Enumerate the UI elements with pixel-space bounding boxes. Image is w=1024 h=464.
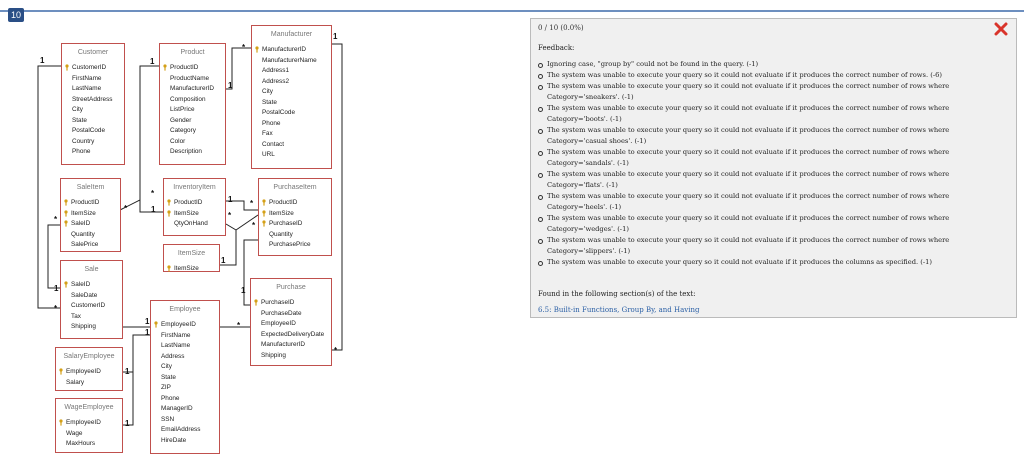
- table-field: [66, 429, 122, 440]
- primary-key-icon: [253, 299, 259, 306]
- cardinality-one: 1: [221, 256, 226, 265]
- field-name: ProductID: [174, 199, 203, 206]
- field-name: EmployeeID: [66, 419, 101, 426]
- cardinality-one: 1: [145, 317, 150, 326]
- field-name: Contact: [262, 140, 285, 148]
- field-name: EmployeeID: [66, 368, 101, 375]
- field-name: MaxHours: [66, 440, 96, 447]
- primary-key-icon: [63, 220, 69, 227]
- primary-key-icon: [254, 46, 260, 53]
- table-field: [269, 230, 331, 241]
- feedback-item: The system was unable to execute your query so it could not evaluate if it produces the correct number of rows. (-6): [538, 70, 1008, 81]
- field-name: Quantity: [269, 230, 293, 238]
- primary-key-icon: [153, 321, 159, 328]
- cardinality-one: 1: [150, 57, 155, 66]
- feedback-item: The system was unable to execute your query so it could not evaluate if it produces the correct number of rows where Category='slippers'. (-1): [538, 235, 1008, 257]
- cardinality-one: 1: [40, 56, 45, 65]
- feedback-item: The system was unable to execute your query so it could not evaluate if it produces the correct number of rows where Category='sandals'. (-1): [538, 147, 1008, 169]
- table-field: [269, 198, 331, 209]
- field-name: ManufacturerID: [262, 46, 307, 53]
- table-title: ItemSize: [177, 250, 206, 257]
- table-field: [174, 209, 225, 220]
- field-name: PurchaseID: [269, 220, 303, 227]
- table-field: [71, 301, 122, 312]
- table-title: WageEmployee: [64, 404, 114, 411]
- table-fields: [61, 196, 120, 251]
- table-field: [161, 331, 219, 342]
- table-field: [66, 418, 122, 429]
- table-field: [262, 119, 331, 130]
- table-inventoryitem: [163, 178, 226, 236]
- table-field: [262, 108, 331, 119]
- found-in-label: Found in the following section(s) of the text:: [538, 290, 696, 298]
- cardinality-one: 1: [151, 205, 156, 214]
- field-name: ListPrice: [170, 106, 195, 113]
- table-field: [71, 280, 122, 291]
- table-field: [72, 147, 124, 158]
- primary-key-icon: [261, 199, 267, 206]
- table-field: [262, 98, 331, 109]
- field-name: Fax: [262, 130, 273, 137]
- field-name: Gender: [170, 116, 192, 124]
- primary-key-icon: [58, 419, 64, 426]
- table-field: [66, 439, 122, 450]
- table-field: [262, 129, 331, 140]
- table-field: [170, 105, 225, 116]
- field-name: City: [161, 363, 173, 370]
- rel-line-customer-sale: [38, 66, 61, 308]
- field-name: Quantity: [71, 230, 95, 238]
- table-itemsize: [163, 244, 220, 272]
- cardinality-one: 1: [125, 419, 130, 428]
- table-fields: [56, 416, 122, 450]
- field-name: Shipping: [71, 323, 96, 330]
- table-field: [170, 74, 225, 85]
- table-field: [269, 219, 331, 230]
- field-name: ItemSize: [174, 265, 199, 272]
- primary-key-icon: [63, 281, 69, 288]
- field-name: ItemSize: [269, 209, 294, 217]
- table-fields: [56, 365, 122, 388]
- cardinality-one: 1: [228, 81, 233, 90]
- table-field: [161, 436, 219, 447]
- table-field: [71, 230, 120, 241]
- field-name: ZIP: [161, 384, 171, 391]
- table-title: SaleItem: [76, 184, 105, 191]
- field-name: CustomerID: [72, 64, 107, 71]
- field-name: State: [161, 373, 176, 381]
- table-title: Sale: [84, 266, 99, 273]
- table-field: [72, 116, 124, 127]
- table-field: [262, 140, 331, 151]
- field-name: ProductID: [170, 64, 199, 71]
- table-field: [161, 320, 219, 331]
- field-name: Salary: [66, 378, 85, 386]
- cardinality-many: *: [334, 346, 338, 355]
- table-field: [66, 378, 122, 389]
- cardinality-many: *: [242, 43, 246, 52]
- table-field: [71, 312, 122, 323]
- field-name: SaleID: [71, 281, 91, 288]
- table-fields: [259, 196, 331, 251]
- field-name: ManufacturerName: [262, 56, 317, 64]
- table-field: [71, 240, 120, 251]
- feedback-item: The system was unable to execute your query so it could not evaluate if it produces the correct number of rows where Category='flats'. (-1): [538, 169, 1008, 191]
- table-field: [72, 74, 124, 85]
- table-title: Customer: [77, 49, 109, 56]
- table-salaryemployee: [55, 347, 123, 391]
- primary-key-icon: [166, 199, 172, 206]
- field-name: EmailAddress: [161, 426, 201, 433]
- field-name: Tax: [71, 312, 81, 320]
- primary-key-icon: [261, 210, 267, 217]
- table-field: [170, 147, 225, 158]
- table-field: [262, 56, 331, 67]
- table-field: [261, 351, 331, 362]
- field-name: Address2: [262, 77, 289, 85]
- primary-key-icon: [64, 64, 70, 71]
- feedback-list: [538, 59, 1008, 268]
- table-field: [262, 45, 331, 56]
- table-field: [262, 77, 331, 88]
- table-field: [72, 63, 124, 74]
- table-saleitem: [60, 178, 121, 252]
- table-fields: [164, 262, 219, 275]
- cardinality-many: *: [124, 204, 128, 213]
- close-icon[interactable]: [994, 22, 1008, 36]
- feedback-item: The system was unable to execute your query so it could not evaluate if it produces the correct number of rows where Category='heels'. (-1): [538, 191, 1008, 213]
- table-field: [161, 404, 219, 415]
- table-field: [261, 319, 331, 330]
- table-field: [71, 322, 122, 333]
- table-field: [72, 105, 124, 116]
- cardinality-many: *: [151, 189, 155, 198]
- field-name: ProductID: [71, 199, 100, 206]
- table-field: [161, 373, 219, 384]
- cardinality-one: 1: [228, 195, 233, 204]
- table-wageemployee: [55, 398, 123, 453]
- table-field: [71, 209, 120, 220]
- table-field: [161, 415, 219, 426]
- table-field: [161, 341, 219, 352]
- table-fields: [62, 61, 124, 158]
- table-customer: [61, 43, 125, 165]
- primary-key-icon: [261, 220, 267, 227]
- table-field: [170, 95, 225, 106]
- cardinality-many: *: [252, 221, 256, 230]
- table-field: [72, 84, 124, 95]
- cardinality-many: *: [54, 304, 58, 313]
- field-name: Composition: [170, 95, 206, 103]
- question-number-badge: 10: [8, 8, 24, 22]
- field-name: PurchasePrice: [269, 241, 311, 248]
- table-field: [269, 240, 331, 251]
- field-name: SSN: [161, 415, 175, 423]
- table-field: [170, 116, 225, 127]
- table-field: [170, 126, 225, 137]
- field-name: ManagerID: [161, 405, 193, 412]
- field-name: Country: [72, 137, 95, 145]
- primary-key-icon: [63, 199, 69, 206]
- field-name: SaleID: [71, 220, 91, 227]
- table-fields: [151, 318, 219, 446]
- table-field: [71, 219, 120, 230]
- cardinality-one: 1: [333, 32, 338, 41]
- feedback-item: The system was unable to execute your query so it could not evaluate if it produces the columns as specified. (-1): [538, 257, 1008, 268]
- table-employee: [150, 300, 220, 454]
- field-name: StreetAddress: [72, 95, 113, 103]
- field-name: Phone: [262, 119, 281, 127]
- field-name: LastName: [161, 342, 191, 349]
- field-name: HireDate: [161, 436, 187, 444]
- table-field: [262, 150, 331, 161]
- feedback-item: The system was unable to execute your query so it could not evaluate if it produces the correct number of rows where Category='casual shoes'. (-1): [538, 125, 1008, 147]
- feedback-item: The system was unable to execute your query so it could not evaluate if it produces the correct number of rows where Category='boots'. (-1): [538, 103, 1008, 125]
- table-purchase: [250, 278, 332, 366]
- field-name: ProductName: [170, 74, 210, 82]
- table-fields: [164, 196, 225, 230]
- rel-line-employee-wage: [123, 372, 133, 425]
- field-name: Category: [170, 127, 196, 134]
- cardinality-many: *: [228, 211, 232, 220]
- field-name: State: [72, 116, 87, 124]
- table-field: [170, 137, 225, 148]
- field-name: Address1: [262, 67, 289, 74]
- table-fields: [61, 278, 122, 333]
- table-field: [262, 66, 331, 77]
- feedback-item: The system was unable to execute your query so it could not evaluate if it produces the correct number of rows where Category='sneakers'. (-1): [538, 81, 1008, 103]
- table-title: Manufacturer: [270, 31, 313, 38]
- field-name: Phone: [72, 148, 91, 155]
- table-field: [161, 425, 219, 436]
- table-field: [161, 383, 219, 394]
- table-field: [72, 95, 124, 106]
- field-name: Wage: [66, 429, 83, 437]
- field-name: QtyOnHand: [174, 220, 208, 227]
- field-name: URL: [262, 151, 275, 158]
- field-name: PostalCode: [72, 127, 106, 134]
- primary-key-icon: [63, 210, 69, 217]
- table-title: Purchase: [276, 284, 306, 291]
- table-field: [261, 330, 331, 341]
- field-name: ManufacturerID: [261, 341, 306, 348]
- field-name: State: [262, 98, 277, 106]
- score-text: 0 / 10 (0.0%): [538, 24, 584, 32]
- table-field: [269, 209, 331, 220]
- field-name: City: [262, 88, 274, 95]
- table-field: [71, 198, 120, 209]
- feedback-item: Ignoring case, "group by" could not be found in the query. (-1): [538, 59, 1008, 70]
- primary-key-icon: [166, 265, 172, 272]
- field-name: SalePrice: [71, 241, 99, 248]
- table-fields: [252, 43, 331, 161]
- rel-line-saleitem-sale: [48, 225, 60, 288]
- cardinality-many: *: [237, 321, 241, 330]
- table-field: [170, 63, 225, 74]
- table-field: [161, 394, 219, 405]
- table-field: [66, 367, 122, 378]
- table-field: [161, 362, 219, 373]
- table-title: InventoryItem: [173, 184, 216, 191]
- table-field: [161, 352, 219, 363]
- field-name: PostalCode: [262, 109, 296, 116]
- table-field: [174, 264, 219, 275]
- primary-key-icon: [162, 64, 168, 71]
- field-name: ManufacturerID: [170, 85, 215, 92]
- field-name: ProductID: [269, 199, 298, 206]
- field-name: EmployeeID: [161, 321, 196, 328]
- table-field: [72, 137, 124, 148]
- field-name: Color: [170, 137, 186, 145]
- table-field: [174, 219, 225, 230]
- table-title: Employee: [169, 306, 201, 313]
- primary-key-icon: [166, 210, 172, 217]
- cardinality-many: *: [54, 215, 58, 224]
- field-name: Description: [170, 148, 202, 155]
- field-name: Shipping: [261, 351, 286, 359]
- field-name: CustomerID: [71, 302, 106, 309]
- section-link[interactable]: 6.5: Built-in Functions, Group By, and Having: [538, 306, 700, 314]
- field-name: PurchaseDate: [261, 309, 302, 317]
- table-field: [262, 87, 331, 98]
- table-sale: [60, 260, 123, 339]
- field-name: LastName: [72, 85, 102, 92]
- table-title: PurchaseItem: [273, 184, 317, 191]
- primary-key-icon: [58, 368, 64, 375]
- table-field: [261, 340, 331, 351]
- cardinality-one: 1: [54, 284, 59, 293]
- table-manufacturer: [251, 25, 332, 169]
- feedback-label: Feedback:: [538, 44, 575, 52]
- table-field: [72, 126, 124, 137]
- field-name: FirstName: [161, 331, 191, 339]
- cardinality-one: 1: [241, 286, 246, 295]
- table-field: [261, 298, 331, 309]
- table-field: [170, 84, 225, 95]
- cardinality-one: 1: [145, 328, 150, 337]
- cardinality-many: *: [250, 199, 254, 208]
- feedback-item: The system was unable to execute your query so it could not evaluate if it produces the correct number of rows where Category='wedges'. (-1): [538, 213, 1008, 235]
- field-name: EmployeeID: [261, 320, 296, 327]
- table-fields: [160, 61, 225, 158]
- table-purchaseitem: [258, 178, 332, 256]
- field-name: FirstName: [72, 74, 102, 82]
- table-field: [71, 291, 122, 302]
- table-fields: [251, 296, 331, 361]
- field-name: ExpectedDeliveryDate: [261, 330, 325, 338]
- table-field: [261, 309, 331, 320]
- feedback-panel: [530, 18, 1017, 318]
- field-name: City: [72, 106, 84, 113]
- field-name: Phone: [161, 394, 180, 402]
- table-field: [174, 198, 225, 209]
- field-name: Address: [161, 352, 185, 360]
- cardinality-one: 1: [125, 367, 130, 376]
- field-name: SaleDate: [71, 291, 98, 299]
- table-title: SalaryEmployee: [63, 353, 115, 360]
- field-name: ItemSize: [174, 209, 199, 217]
- table-product: [159, 43, 226, 165]
- field-name: PurchaseID: [261, 299, 295, 306]
- table-title: Product: [180, 49, 205, 56]
- field-name: ItemSize: [71, 209, 96, 217]
